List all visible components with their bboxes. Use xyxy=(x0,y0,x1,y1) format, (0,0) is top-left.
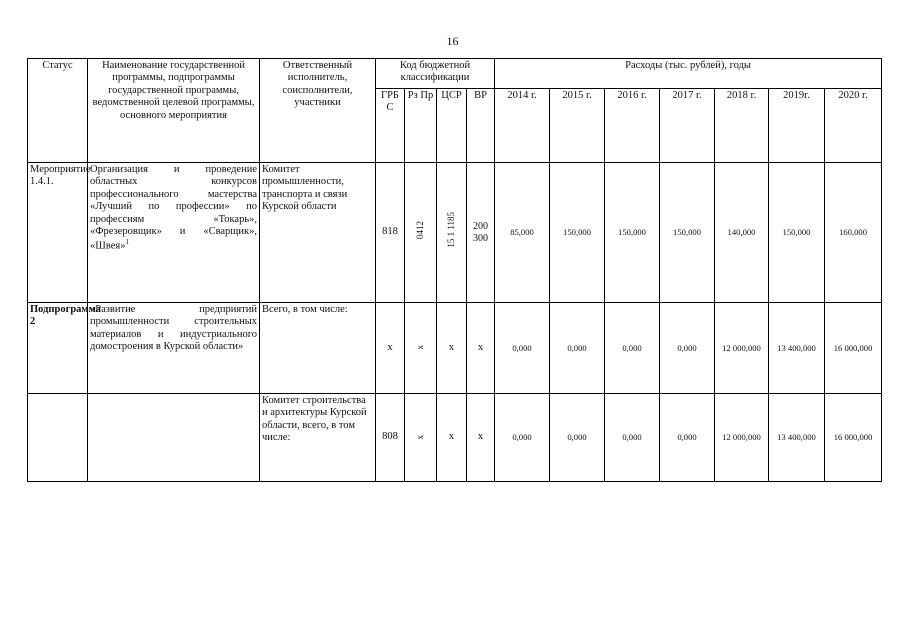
row-vr: х xyxy=(467,394,495,482)
row-grbs: х xyxy=(376,303,405,394)
row-csr xyxy=(437,163,467,303)
table-row xyxy=(28,163,882,303)
row-value-2019: 13 400,000 xyxy=(769,394,825,482)
row-value-2020: 160,000 xyxy=(825,163,882,303)
row-vr: 200 300 xyxy=(467,163,495,303)
header-grbs: ГРБ С xyxy=(376,89,405,163)
row-rzpr xyxy=(405,394,437,482)
row-executor: Комитет строительства и архитектуры Курской области, всего, в том числе: xyxy=(260,394,376,482)
header-csr: ЦСР xyxy=(437,89,467,163)
row-executor: Комитет промышленности, транспорта и связи Курской области xyxy=(260,163,376,303)
header-expenses: Расходы (тыс. рублей), годы xyxy=(495,59,882,89)
row-value-2015: 0,000 xyxy=(550,303,605,394)
header-vr: ВР xyxy=(467,89,495,163)
row-executor: Всего, в том числе: xyxy=(260,303,376,394)
header-year-2014: 2014 г. xyxy=(495,89,550,163)
header-row-1 xyxy=(28,59,882,89)
header-year-2018: 2018 г. xyxy=(715,89,769,163)
header-year-2020: 2020 г. xyxy=(825,89,882,163)
row-value-2020: 16 000,000 xyxy=(825,303,882,394)
row-value-2016: 150,000 xyxy=(605,163,660,303)
header-year-2015: 2015 г. xyxy=(550,89,605,163)
header-executor: Ответственный исполнитель, соисполнители, участники xyxy=(260,59,376,163)
row-value-2018: 12 000,000 xyxy=(715,394,769,482)
row-grbs: 808 xyxy=(376,394,405,482)
row-name xyxy=(88,163,260,303)
row-csr: х xyxy=(437,303,467,394)
row-value-2017: 150,000 xyxy=(660,163,715,303)
budget-table xyxy=(27,58,882,482)
row-status xyxy=(28,394,88,482)
row-status: Подпрограмма 2 xyxy=(28,303,88,394)
row-value-2017: 0,000 xyxy=(660,394,715,482)
row-value-2018: 12 000,000 xyxy=(715,303,769,394)
header-year-2017: 2017 г. xyxy=(660,89,715,163)
row-value-2018: 140,000 xyxy=(715,163,769,303)
page-number: 16 xyxy=(446,34,459,48)
row-value-2019: 150,000 xyxy=(769,163,825,303)
header-budget-code: Код бюджетной классификации xyxy=(376,59,495,89)
row-value-2017: 0,000 xyxy=(660,303,715,394)
row-rzpr xyxy=(405,303,437,394)
row-value-2016: 0,000 xyxy=(605,303,660,394)
row-name-text: Организация и проведение областных конкурсов профессионального мастерства «Лучший по профессии» по профессиям «Токарь», «Фрезеровщик» и «Сварщик», «Швея» xyxy=(90,164,257,252)
header-name: Наименование государственной программы, подпрограммы государственной программы, ведомственной целевой программы, основного мероприятия xyxy=(88,59,260,163)
row-value-2020: 16 000,000 xyxy=(825,394,882,482)
row-vr: х xyxy=(467,303,495,394)
row-value-2015: 150,000 xyxy=(550,163,605,303)
header-status: Статус xyxy=(28,59,88,163)
row-name xyxy=(88,394,260,482)
row-value-2014: 85,000 xyxy=(495,163,550,303)
row-grbs: 818 xyxy=(376,163,405,303)
row-value-2014: 0,000 xyxy=(495,394,550,482)
row-rzpr xyxy=(405,163,437,303)
header-rzpr: Рз Пр xyxy=(405,89,437,163)
row-value-2016: 0,000 xyxy=(605,394,660,482)
row-rzpr-text: 0412 xyxy=(415,221,426,240)
row-csr-text: 15 1 1185 xyxy=(446,212,457,249)
header-year-2016: 2016 г. xyxy=(605,89,660,163)
row-value-2019: 13 400,000 xyxy=(769,303,825,394)
table-row xyxy=(28,394,882,482)
table-row xyxy=(28,303,882,394)
row-rzpr-text: х xyxy=(415,434,426,440)
row-status: Мероприятие 1.4.1. xyxy=(28,163,88,303)
row-name: «Развитие предприятий промышленности строительных материалов и индустриального домостроения в Курской области» xyxy=(88,303,260,394)
row-footnote: 1 xyxy=(125,238,129,247)
header-year-2019: 2019г. xyxy=(769,89,825,163)
row-rzpr-text: х xyxy=(415,345,426,350)
row-value-2014: 0,000 xyxy=(495,303,550,394)
row-csr: х xyxy=(437,394,467,482)
row-value-2015: 0,000 xyxy=(550,394,605,482)
